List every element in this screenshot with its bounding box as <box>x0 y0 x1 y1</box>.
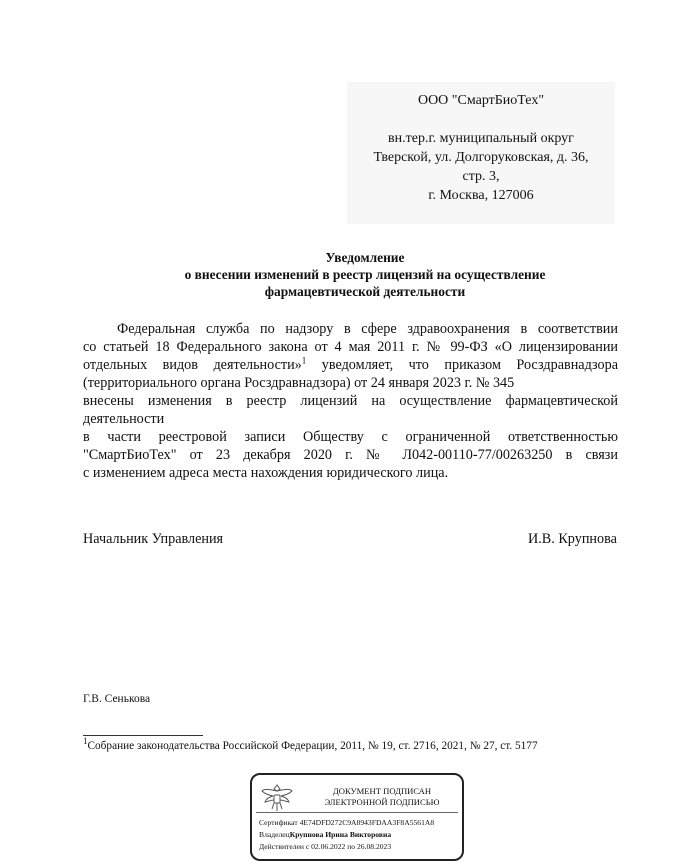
signatory-name: И.В. Крупнова <box>528 531 617 547</box>
recipient-company: ООО "СмартБиоТех" <box>417 93 545 108</box>
coat-of-arms-icon <box>260 782 294 814</box>
document-title: Уведомление <box>325 250 405 265</box>
stamp-divider <box>256 812 458 813</box>
electronic-signature-stamp <box>250 773 464 861</box>
recipient-address-line: стр. 3, <box>462 169 500 184</box>
document-subtitle: фармацевтической деятельности <box>264 284 466 299</box>
footnote: $^1$Собрание законодательства Российской Федерации, 2011, № 19, ст. 2716, 2021, № 27, ст. 5177 <box>83 736 538 752</box>
stamp-heading: ДОКУМЕНТ ПОДПИСАН ЭЛЕКТРОННОЙ ПОДПИСЬЮ <box>324 786 440 807</box>
body-paragraph-line: Федеральная служба по надзору в сфере здравоохранения в соответствии <box>117 321 618 337</box>
recipient-address-line: вн.тер.г. муниципальный округ <box>388 131 574 146</box>
body-paragraph-line: деятельности <box>83 411 165 427</box>
footnote-reference: 1 <box>301 355 307 366</box>
executor-name: Г.В. Сенькова <box>83 693 151 705</box>
body-paragraph-line: отдельных видов деятельности»$^1$ уведомляет, что приказом Росздравнадзора <box>83 355 619 373</box>
stamp-validity: Действителен с 02.06.2022 по 26.08.2023 <box>259 842 392 851</box>
body-paragraph-line: (территориального органа Росздравнадзора) от 24 января 2023 г. № 345 <box>83 375 515 391</box>
body-paragraph-line: внесены изменения в реестр лицензий на осуществление фармацевтической <box>83 393 618 409</box>
body-paragraph-line: со статьей 18 Федерального закона от 4 мая 2011 г. № 99-ФЗ «О лицензировании <box>83 339 618 355</box>
signatory-position: Начальник Управления <box>83 531 224 547</box>
document-subtitle: о внесении изменений в реестр лицензий на осуществление <box>184 267 546 282</box>
body-paragraph-line: с изменением адреса места нахождения юридического лица. <box>83 465 449 481</box>
recipient-address-line: Тверской, ул. Долгоруковская, д. 36, <box>373 150 589 165</box>
stamp-certificate: Сертификат 4E74DFD272C9A8943FDAA3F8A5561A8 <box>259 818 435 827</box>
body-paragraph-line: "СмартБиоТех" от 23 декабря 2020 г. № Л042-00110-77/00263250 в связи <box>83 447 618 463</box>
recipient-address-line: г. Москва, 127006 <box>428 188 534 203</box>
body-paragraph-line: в части реестровой записи Обществу с ограниченной ответственностью <box>83 429 618 445</box>
footnote-divider <box>83 735 203 736</box>
stamp-owner: ВладелецКрупнова Ирина Викторовна <box>259 830 392 839</box>
